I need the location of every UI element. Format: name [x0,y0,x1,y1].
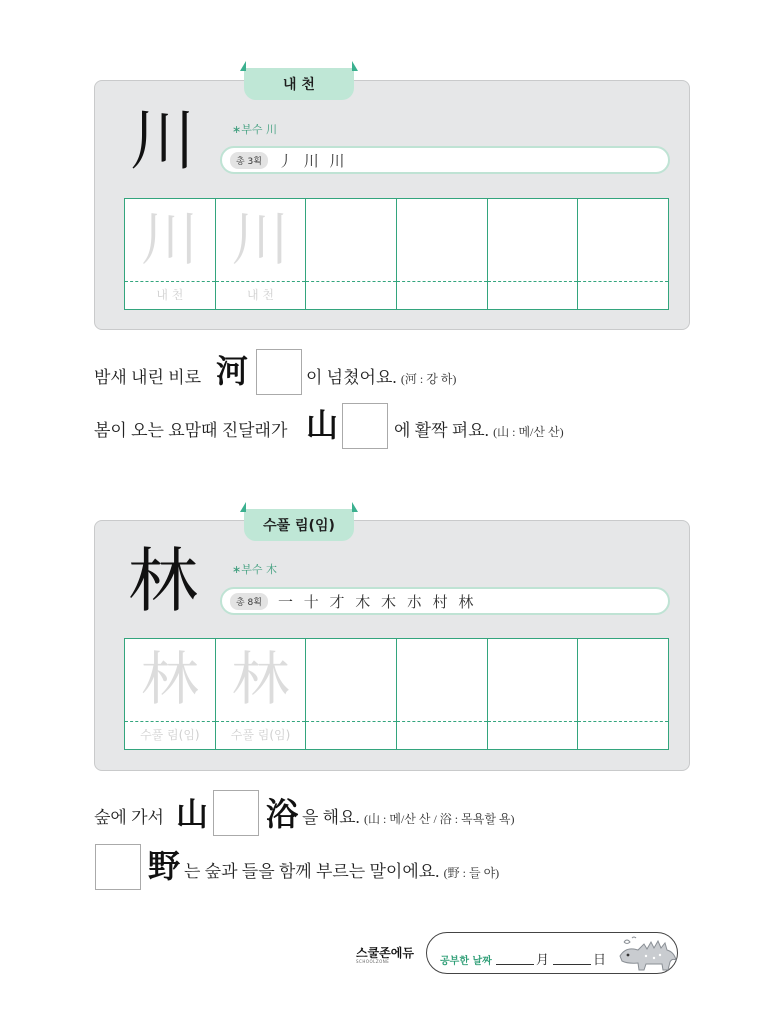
divider [578,721,668,722]
practice-cell[interactable] [216,199,307,309]
q3-note: (山 : 메/산 산 / 浴 : 목욕할 욕) [364,812,515,826]
divider [216,281,306,282]
section-2-title-tab [244,509,354,541]
divider [306,281,396,282]
q2-after-line [394,416,564,441]
divider [397,721,487,722]
q3-answer-box[interactable] [213,790,259,836]
brand-logo [356,947,414,964]
q1-after: 이 넘쳤어요. [306,368,397,387]
q4-char: 野 [148,847,181,885]
practice-cell[interactable] [488,639,579,749]
q3-char1: 山 [176,795,209,833]
brand-name: 스쿨존에듀 [356,946,414,960]
trace-char: 林 [140,645,199,713]
section-2-stroke-sequence: 一 十 才 木 木 朩 村 林 [277,592,477,611]
q1-answer-box[interactable] [256,349,302,395]
divider [125,721,215,722]
q2-answer-box[interactable] [342,403,388,449]
q4-answer-box[interactable] [95,844,141,890]
q2-note: (山 : 메/산 산) [493,425,564,439]
section-2-stroke-count: 총 8획 [230,593,268,610]
section-2-radical: ∗부수 木 [232,563,277,576]
practice-cell[interactable] [306,199,397,309]
section-1-stroke-sequence: 丿 川 川 [277,151,348,170]
q3-char2: 浴 [266,795,299,833]
study-date-label: 공부한 날짜 [440,956,492,967]
trace-char: 林 [231,645,290,713]
q4-after: 는 숲과 들을 함께 부르는 말이에요. [184,862,440,881]
q2-after: 에 활짝 펴요. [394,421,489,440]
practice-cell[interactable] [397,639,488,749]
divider [125,281,215,282]
month-char: 月 [536,953,550,968]
practice-cell[interactable] [488,199,579,309]
section-2-practice-grid [124,638,669,750]
divider [397,281,487,282]
trace-label: 수풀 림(임) [140,728,200,742]
practice-cell[interactable] [125,199,216,309]
practice-cell[interactable] [306,639,397,749]
q1-before: 밤새 내린 비로 [94,368,202,387]
divider [578,281,668,282]
trace-char: 川 [140,205,199,273]
divider [306,721,396,722]
q1-after-line [306,363,456,388]
q4-note: (野 : 들 야) [443,866,500,880]
divider [488,281,578,282]
q1-char: 河 [216,352,249,390]
q1-note: (河 : 강 하) [400,372,457,386]
divider [216,721,306,722]
practice-cell[interactable] [216,639,307,749]
q2-char: 山 [306,406,339,444]
q3-before: 숲에 가서 [94,808,164,827]
section-1-title-tab [244,68,354,100]
section-2-hanja: 林 [128,540,198,622]
trace-label: 내 천 [247,288,274,302]
section-1-radical: ∗부수 川 [232,123,277,136]
section-1-practice-grid [124,198,669,310]
section-1-hanja: 川 [130,102,196,179]
practice-cell[interactable] [578,199,668,309]
section-1-meaning-sound: 내 천 [283,77,315,93]
day-blank[interactable] [553,964,591,965]
section-1-stroke-count: 총 3획 [230,152,268,169]
divider [488,721,578,722]
dinosaur-mascot-icon [616,936,678,974]
trace-label: 수풀 림(임) [230,728,291,742]
trace-char: 川 [231,205,290,273]
q3-after-line [302,803,515,828]
trace-label: 내 천 [156,288,184,302]
section-2-meaning-sound: 수풀 림(임) [263,518,335,534]
practice-cell[interactable] [125,639,216,749]
q4-after-line [184,857,499,882]
q3-after: 을 해요. [302,808,360,827]
q2-before: 봄이 오는 요맘때 진달래가 [94,421,288,440]
section-2-stroke-order-bar [220,587,670,615]
month-blank[interactable] [496,964,534,965]
day-char: 日 [593,953,607,968]
practice-cell[interactable] [578,639,668,749]
section-1-stroke-order-bar [220,146,670,174]
practice-cell[interactable] [397,199,488,309]
brand-sub: SCHOOLZONE [356,959,390,964]
